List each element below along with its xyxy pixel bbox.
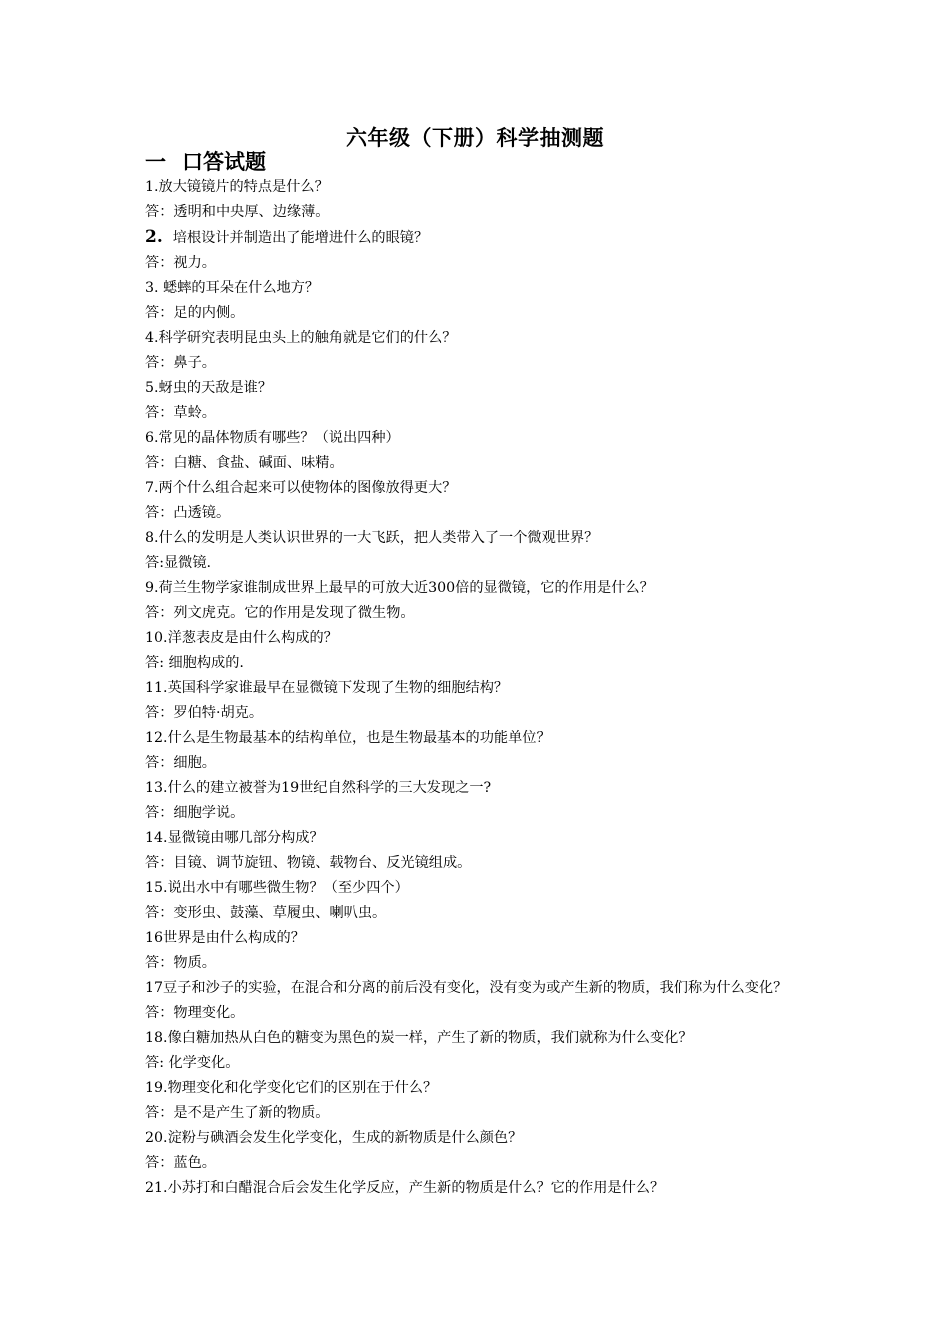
answer-3: 答：足的内侧。 bbox=[145, 305, 245, 321]
answer-9: 答：列文虎克。它的作用是发现了微生物。 bbox=[145, 605, 415, 621]
section-title: 口答试题 bbox=[182, 149, 266, 174]
section-heading bbox=[145, 148, 266, 176]
answer-7: 答：凸透镜。 bbox=[145, 505, 231, 521]
document-title: 六年级（下册）科学抽测题 bbox=[346, 125, 604, 150]
question-11: 11.英国科学家谁最早在显微镜下发现了生物的细胞结构？ bbox=[145, 680, 509, 696]
question-5: 5.蚜虫的天敌是谁？ bbox=[145, 380, 273, 396]
question-6: 6.常见的晶体物质有哪些？（说出四种） bbox=[145, 430, 400, 446]
question-13: 13.什么的建立被誉为19世纪自然科学的三大发现之一? bbox=[145, 780, 492, 796]
question-2-number: 2. bbox=[145, 227, 163, 247]
question-9: 9.荷兰生物学家谁制成世界上最早的可放大近300倍的显微镜，它的作用是什么？ bbox=[145, 580, 654, 596]
question-15: 15.说出水中有哪些微生物？（至少四个） bbox=[145, 880, 409, 896]
question-4: 4.科学研究表明昆虫头上的触角就是它们的什么？ bbox=[145, 330, 457, 346]
question-19: 19.物理变化和化学变化它们的区别在于什么？ bbox=[145, 1080, 438, 1096]
answer-6: 答：白糖、食盐、碱面、味精。 bbox=[145, 455, 344, 471]
question-20: 20.淀粉与碘酒会发生化学变化，生成的新物质是什么颜色？ bbox=[145, 1130, 523, 1146]
answer-2: 答：视力。 bbox=[145, 255, 216, 271]
question-10: 10.洋葱表皮是由什么构成的？ bbox=[145, 630, 338, 646]
answer-8: 答:显微镜. bbox=[145, 555, 212, 571]
question-12: 12.什么是生物最基本的结构单位，也是生物最基本的功能单位？ bbox=[145, 730, 551, 746]
answer-12: 答：细胞。 bbox=[145, 755, 216, 771]
question-3: 3. 蟋蟀的耳朵在什么地方？ bbox=[145, 280, 320, 296]
answer-14: 答：目镜、调节旋钮、物镜、载物台、反光镜组成。 bbox=[145, 855, 472, 871]
question-21: 21.小苏打和白醋混合后会发生化学反应，产生新的物质是什么？它的作用是什么？ bbox=[145, 1180, 665, 1196]
answer-19: 答：是不是产生了新的物质。 bbox=[145, 1105, 330, 1121]
question-18: 18.像白糖加热从白色的糖变为黑色的炭一样，产生了新的物质，我们就称为什么变化？ bbox=[145, 1030, 693, 1046]
answer-4: 答：鼻子。 bbox=[145, 355, 216, 371]
question-14: 14.显微镜由哪几部分构成？ bbox=[145, 830, 324, 846]
answer-5: 答：草蛉。 bbox=[145, 405, 216, 421]
answer-11: 答：罗伯特·胡克。 bbox=[145, 705, 264, 721]
question-8: 8.什么的发明是人类认识世界的一大飞跃，把人类带入了一个微观世界？ bbox=[145, 530, 599, 546]
answer-17: 答：物理变化。 bbox=[145, 1005, 245, 1021]
answer-18: 答: 化学变化。 bbox=[145, 1055, 240, 1071]
section-number: 一 bbox=[145, 149, 166, 174]
answer-13: 答：细胞学说。 bbox=[145, 805, 245, 821]
qa-list bbox=[145, 175, 815, 1201]
question-7: 7.两个什么组合起来可以使物体的图像放得更大？ bbox=[145, 480, 457, 496]
answer-10: 答: 细胞构成的. bbox=[145, 655, 244, 671]
answer-1: 答：透明和中央厚、边缘薄。 bbox=[145, 204, 330, 220]
answer-16: 答：物质。 bbox=[145, 955, 216, 971]
question-16: 16世界是由什么构成的？ bbox=[145, 930, 305, 946]
answer-15: 答：变形虫、鼓藻、草履虫、喇叭虫。 bbox=[145, 905, 387, 921]
question-2-text: 培根设计并制造出了能增进什么的眼镜？ bbox=[172, 230, 429, 246]
question-1: 1.放大镜镜片的特点是什么？ bbox=[145, 179, 329, 195]
answer-20: 答：蓝色。 bbox=[145, 1155, 216, 1171]
question-2 bbox=[145, 225, 815, 251]
question-17: 17豆子和沙子的实验，在混合和分离的前后没有变化，没有变为或产生新的物质，我们称为什么变化？ bbox=[145, 980, 788, 996]
